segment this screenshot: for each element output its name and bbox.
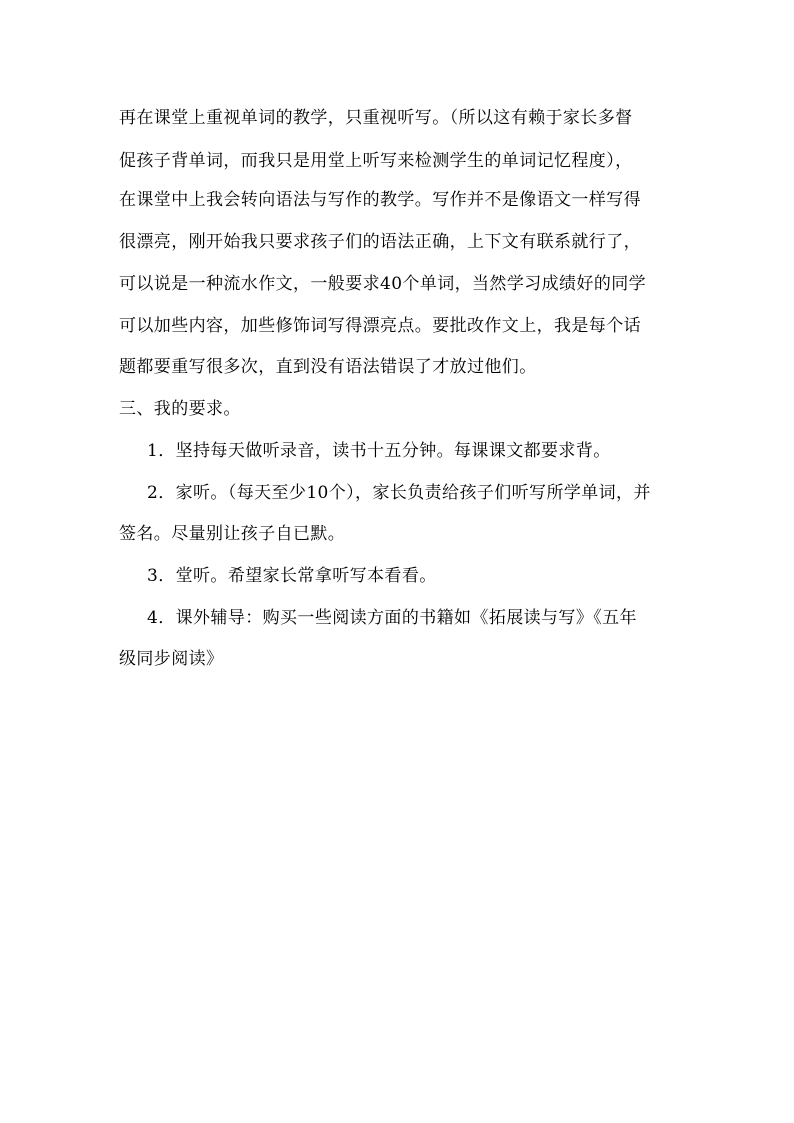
paragraph-line: 可以说是一种流水作文，一般要求40个单词，当然学习成绩好的同学 [119,274,647,294]
paragraph-line: 很漂亮，刚开始我只要求孩子们的语法正确，上下文有联系就行了， [119,232,641,252]
paragraph-line: 在课堂中上我会转向语法与写作的教学。写作并不是像语文一样写得 [119,190,641,210]
requirement-item-4: 4．课外辅导：购买一些阅读方面的书籍如《拓展读与写》《五年 [147,608,637,628]
paragraph-line: 可以加些内容，加些修饰词写得漂亮点。要批改作文上，我是每个话 [119,316,641,336]
requirement-item-3: 3．堂听。希望家长常拿听写本看看。 [147,566,437,586]
requirement-item-2-continued: 签名。尽量别让孩子自已默。 [119,524,346,544]
requirement-item-1: 1．坚持每天做听录音，读书十五分钟。每课课文都要求背。 [147,441,611,461]
section-heading: 三、我的要求。 [119,399,241,419]
paragraph-line: 题都要重写很多次，直到没有语法错误了才放过他们。 [119,357,537,377]
requirement-item-2: 2．家听。（每天至少10个），家长负责给孩子们听写所学单词，并 [147,483,651,503]
paragraph-line: 促孩子背单词，而我只是用堂上听写来检测学生的单词记忆程度）， [119,151,633,171]
requirement-item-4-continued: 级同步阅读》 [119,649,224,669]
paragraph-line: 再在课堂上重视单词的教学，只重视听写。（所以这有赖于家长多督 [119,108,633,128]
